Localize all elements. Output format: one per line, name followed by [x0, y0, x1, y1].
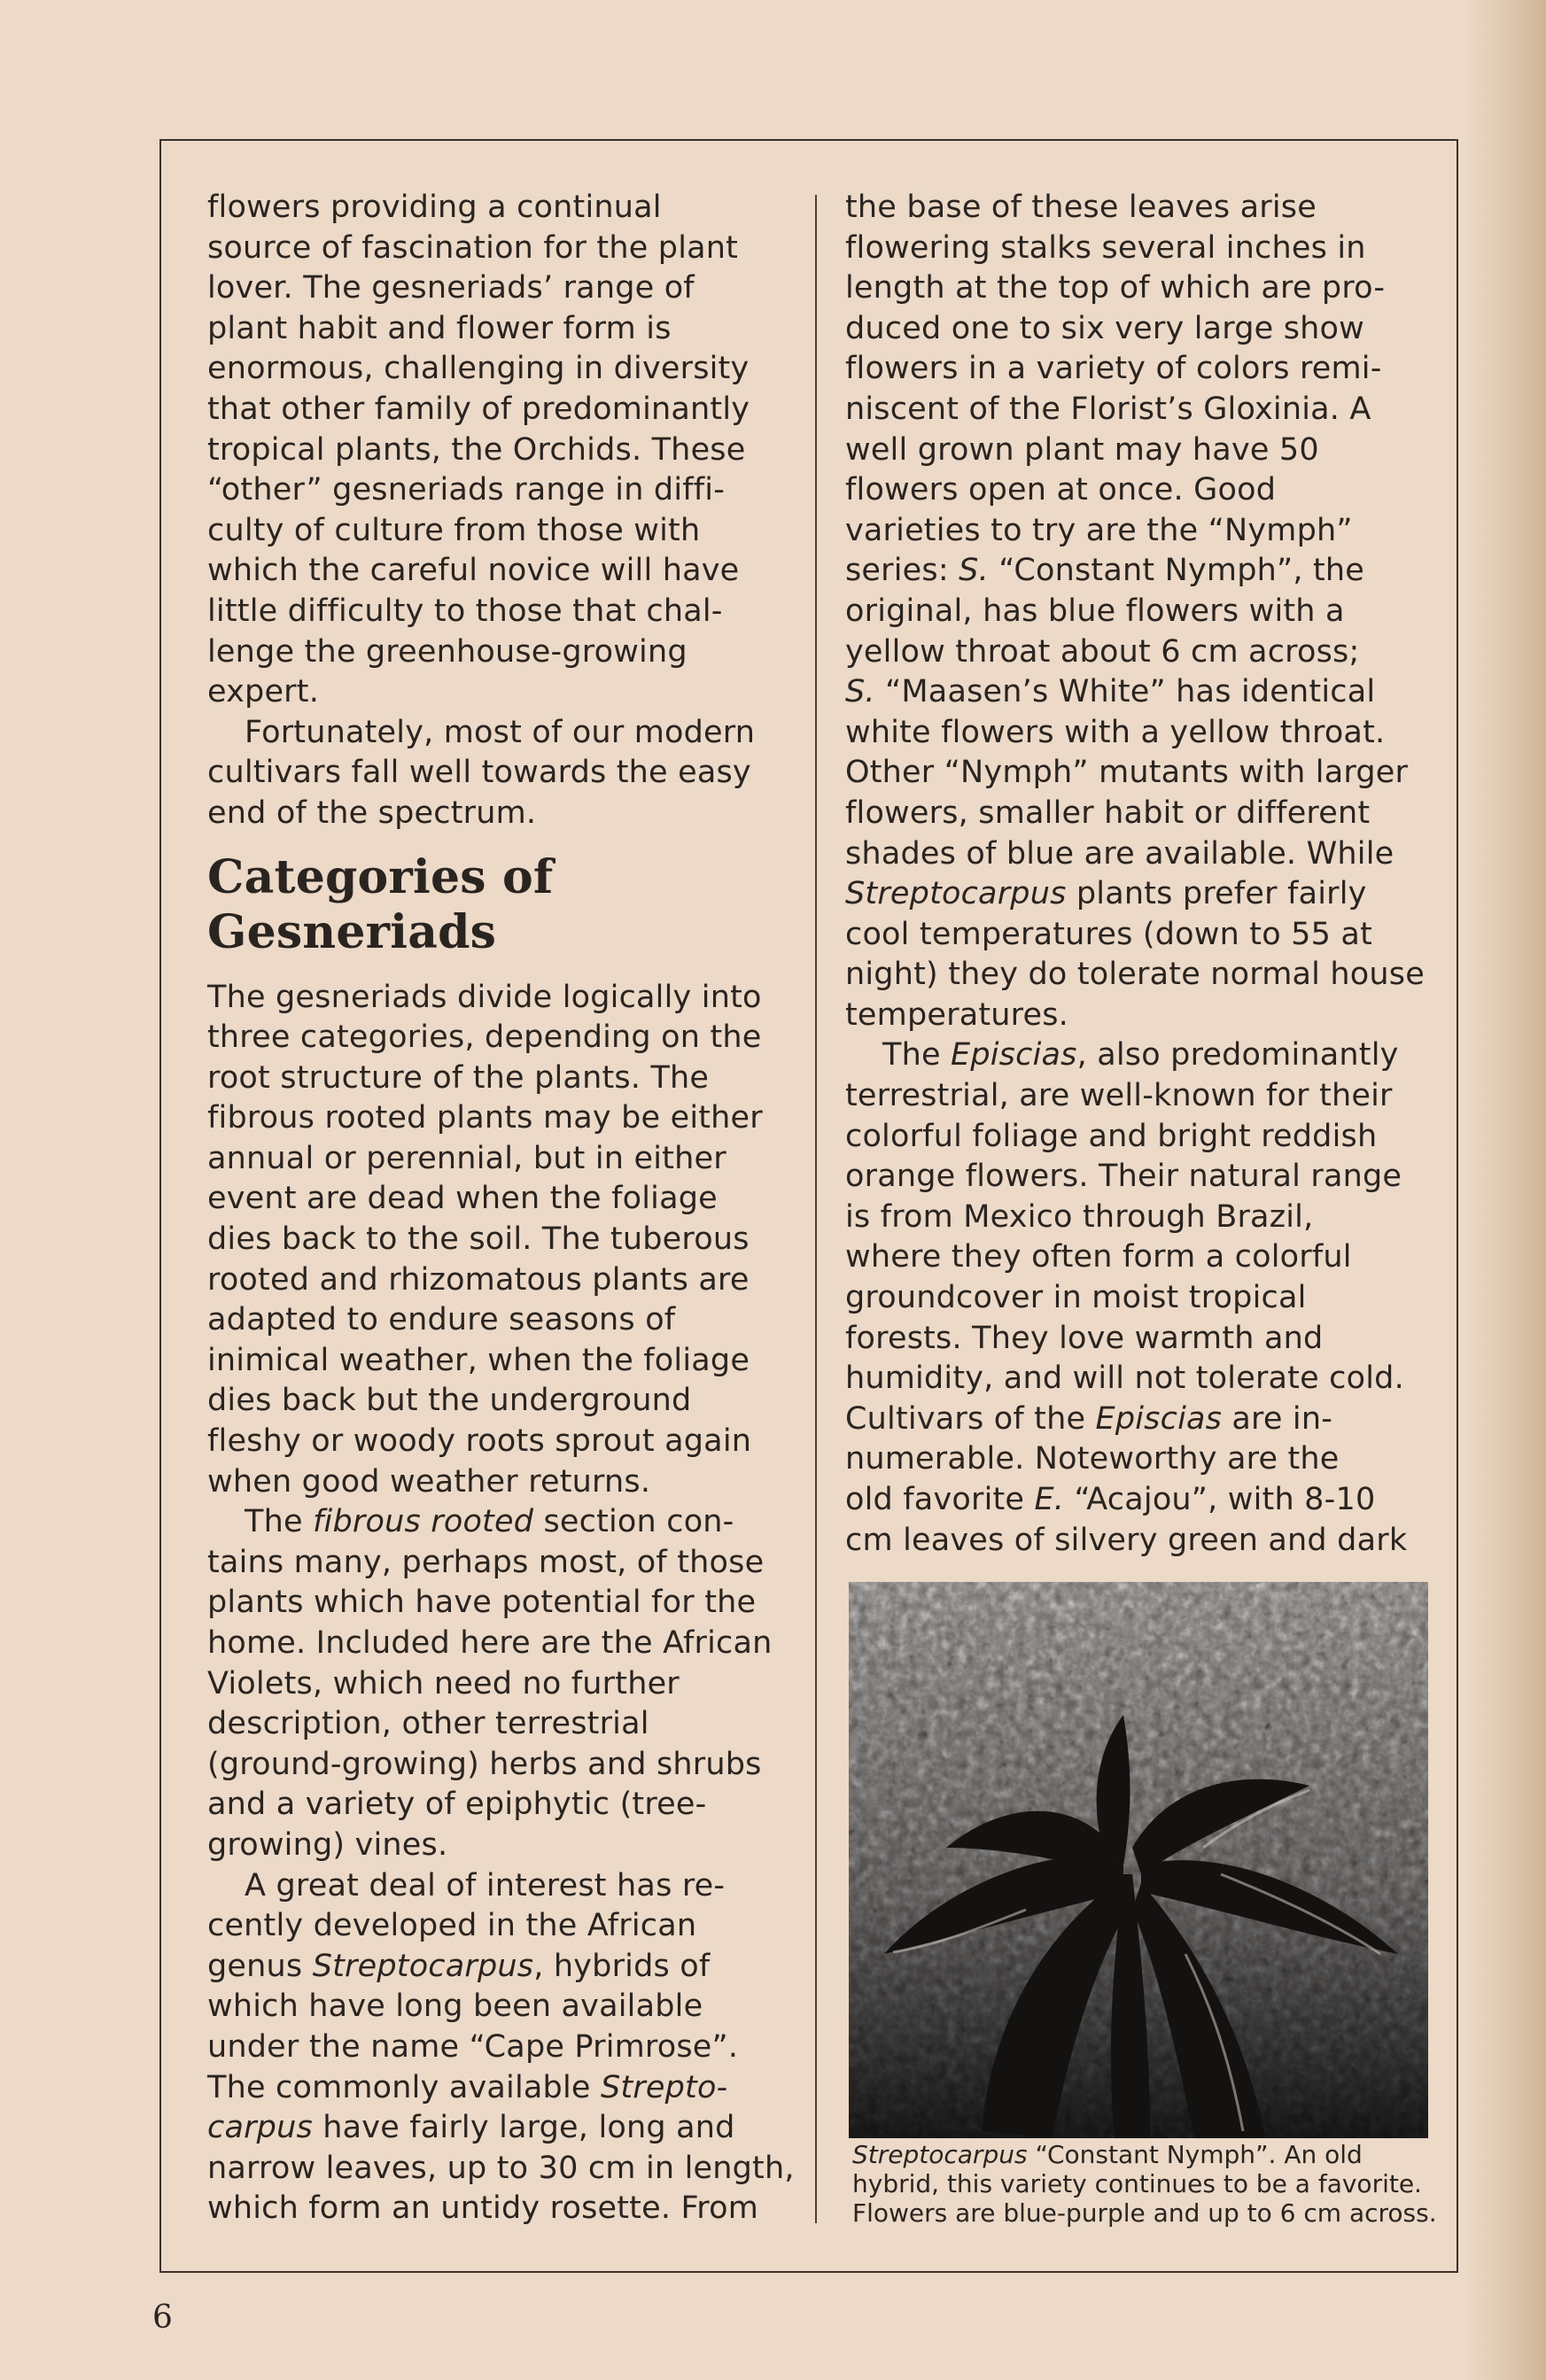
- text-line: which the careful novice will have: [207, 553, 740, 589]
- text-line: forests. They love warmth and: [845, 1320, 1324, 1356]
- paragraph-streptocarpus: [207, 1866, 795, 2229]
- text-line: when good weather returns.: [207, 1463, 651, 1500]
- text-line: temperatures.: [845, 996, 1068, 1033]
- text-run: “Constant Nymph”. An old: [1027, 2140, 1363, 2169]
- heading-line: Categories of: [207, 849, 554, 904]
- text-line: “other” gesneriads range in diffi-: [207, 472, 726, 508]
- text-line: lover. The gesneriads’ range of: [207, 270, 695, 306]
- text-line: cently developed in the African: [207, 1908, 697, 1944]
- text-run: The: [245, 1504, 314, 1540]
- text-line: cultivars fall well towards the easy: [207, 755, 751, 791]
- text-line: dies back to the soil. The tuberous: [207, 1221, 750, 1258]
- text-run: The: [882, 1037, 952, 1074]
- text-run: Cultivars of the: [845, 1400, 1096, 1437]
- text-line: cool temperatures (down to 55 at: [845, 916, 1372, 952]
- text-line: colorful foliage and bright reddish: [845, 1118, 1378, 1154]
- text-line: culty of culture from those with: [207, 512, 701, 548]
- text-line: home. Included here are the African: [207, 1625, 773, 1661]
- text-run: “Maasen’s White” has identical: [874, 674, 1376, 710]
- text-line: night) they do tolerate normal house: [845, 957, 1425, 993]
- text-line: that other family of predominantly: [207, 391, 750, 427]
- text-line: [207, 2068, 792, 2109]
- italic-term: Streptocarpus: [845, 876, 1067, 912]
- text-line: flowers providing a continual: [207, 190, 662, 225]
- text-line: under the name “Cape Primrose”.: [207, 2028, 739, 2065]
- caption-line: hybrid, this variety continues to be a favorite.: [852, 2169, 1422, 2198]
- text-line: description, other terrestrial: [207, 1706, 649, 1742]
- text-line: [845, 672, 1430, 713]
- text-line: [845, 1399, 1430, 1440]
- text-line: flowers, smaller habit or different: [845, 795, 1371, 831]
- text-run: plants prefer fairly: [1066, 876, 1367, 912]
- text-line: cm leaves of silvery green and dark: [845, 1522, 1408, 1558]
- text-line: [845, 551, 1430, 592]
- text-line: growing) vines.: [207, 1826, 448, 1863]
- text-line: Fortunately, most of our modern: [245, 714, 756, 750]
- text-line: well grown plant may have 50: [845, 431, 1319, 468]
- italic-term: Episcias: [951, 1037, 1077, 1074]
- text-line: plant habit and flower form is: [207, 310, 672, 346]
- text-line: flowers in a variety of colors remi-: [845, 351, 1382, 387]
- text-line: humidity, and will not tolerate cold.: [845, 1361, 1404, 1397]
- italic-term: Strepto-: [600, 2069, 728, 2105]
- text-line: lenge the greenhouse-growing: [207, 633, 688, 670]
- page-number: 6: [152, 2299, 173, 2336]
- text-line: dies back but the underground: [207, 1383, 692, 1419]
- text-run: genus: [207, 1948, 313, 1984]
- text-line: flowers open at once. Good: [845, 472, 1277, 508]
- text-line: yellow throat about 6 cm across;: [845, 633, 1360, 670]
- text-line: white flowers with a yellow throat.: [845, 714, 1386, 750]
- text-line: is from Mexico through Brazil,: [845, 1198, 1314, 1235]
- text-line: three categories, depending on the: [207, 1019, 762, 1056]
- text-line: event are dead when the foliage: [207, 1181, 718, 1217]
- text-line: source of fascination for the plant: [207, 229, 739, 266]
- text-line: where they often form a colorful: [845, 1239, 1352, 1275]
- italic-term: Streptocarpus: [852, 2140, 1028, 2169]
- italic-term: S.: [959, 553, 989, 589]
- text-line: [207, 1947, 792, 1988]
- text-line: narrow leaves, up to 30 cm in length,: [207, 2150, 795, 2186]
- paragraph-intro: [207, 188, 792, 713]
- paragraph-fortunately: [207, 713, 792, 834]
- text-line: groundcover in moist tropical: [845, 1280, 1307, 1316]
- text-line: expert.: [207, 674, 320, 710]
- text-line: [845, 1480, 1430, 1521]
- text-run: “Acajou”, with 8-10: [1064, 1482, 1376, 1517]
- paragraph-fibrous: [207, 1502, 792, 1865]
- text-line: enormous, challenging in diversity: [207, 351, 750, 387]
- italic-term: fibrous rooted: [313, 1504, 534, 1540]
- text-line: Other “Nymph” mutants with larger: [845, 755, 1409, 791]
- photo-caption: [852, 2140, 1464, 2228]
- text-line: [207, 2108, 792, 2149]
- text-line: root structure of the plants. The: [207, 1059, 710, 1096]
- text-run: have fairly large, long and: [312, 2110, 735, 2146]
- text-run: The commonly available: [207, 2069, 601, 2105]
- text-run: old favorite: [845, 1482, 1035, 1517]
- text-line: fleshy or woody roots sprout again: [207, 1423, 752, 1460]
- text-line: duced one to six very large show: [845, 310, 1364, 346]
- text-line: The gesneriads divide logically into: [207, 979, 762, 1015]
- text-line: terrestrial, are well-known for their: [845, 1078, 1393, 1114]
- text-line: varieties to try are the “Nymph”: [845, 512, 1353, 548]
- left-column: [207, 188, 795, 2229]
- section-heading: [207, 850, 792, 960]
- text-run: , hybrids of: [533, 1948, 711, 1984]
- text-line: shades of blue are available. While: [845, 835, 1395, 872]
- text-line: inimical weather, when the foliage: [207, 1342, 750, 1378]
- plant-photo: [849, 1582, 1428, 2138]
- italic-term: E.: [1034, 1482, 1065, 1517]
- text-line: numerable. Noteworthy are the: [845, 1441, 1340, 1477]
- text-line: (ground-growing) herbs and shrubs: [207, 1746, 762, 1782]
- text-run: are in-: [1222, 1400, 1333, 1437]
- text-line: [845, 1035, 1430, 1076]
- italic-term: S.: [845, 674, 875, 710]
- text-line: Violets, which need no further: [207, 1665, 680, 1702]
- heading-line: Gesneriads: [207, 904, 497, 959]
- text-line: the base of these leaves arise: [845, 190, 1317, 225]
- text-line: and a variety of epiphytic (tree-: [207, 1787, 707, 1823]
- column-divider: [815, 195, 817, 2223]
- text-line: [845, 874, 1430, 915]
- text-line: rooted and rhizomatous plants are: [207, 1261, 750, 1298]
- text-line: which form an untidy rosette. From: [207, 2190, 758, 2227]
- paragraph-categories: [207, 978, 792, 1503]
- text-line: fibrous rooted plants may be either: [207, 1100, 763, 1136]
- text-line: length at the top of which are pro-: [845, 270, 1386, 306]
- text-line: [207, 1502, 792, 1543]
- caption-line: Flowers are blue-purple and up to 6 cm across.: [852, 2198, 1437, 2228]
- text-line: original, has blue flowers with a: [845, 593, 1345, 629]
- italic-term: Episcias: [1095, 1400, 1223, 1437]
- text-line: A great deal of interest has re-: [245, 1867, 726, 1903]
- right-column: [845, 188, 1430, 1561]
- caption-line: [852, 2140, 1464, 2169]
- paragraph-episcias: [845, 1035, 1430, 1561]
- italic-term: carpus: [207, 2110, 313, 2146]
- text-line: end of the spectrum.: [207, 795, 537, 831]
- text-run: section con-: [533, 1504, 734, 1540]
- text-line: tropical plants, the Orchids. These: [207, 431, 746, 468]
- paragraph-leaves: [845, 188, 1430, 1035]
- text-line: orange flowers. Their natural range: [845, 1159, 1402, 1195]
- text-line: tains many, perhaps most, of those: [207, 1544, 765, 1580]
- text-line: niscent of the Florist’s Gloxinia. A: [845, 391, 1371, 427]
- text-line: plants which have potential for the: [207, 1585, 757, 1621]
- italic-term: Streptocarpus: [312, 1948, 534, 1984]
- text-line: little difficulty to those that chal-: [207, 593, 723, 629]
- text-line: adapted to endure seasons of: [207, 1302, 676, 1338]
- page-edge-shadow: [1466, 0, 1546, 2380]
- text-line: flowering stalks several inches in: [845, 229, 1366, 266]
- text-line: annual or perennial, but in either: [207, 1140, 726, 1176]
- text-run: “Constant Nymph”, the: [988, 553, 1365, 589]
- text-run: , also predominantly: [1076, 1037, 1399, 1074]
- text-line: which have long been available: [207, 1989, 703, 2025]
- text-run: series:: [845, 553, 959, 589]
